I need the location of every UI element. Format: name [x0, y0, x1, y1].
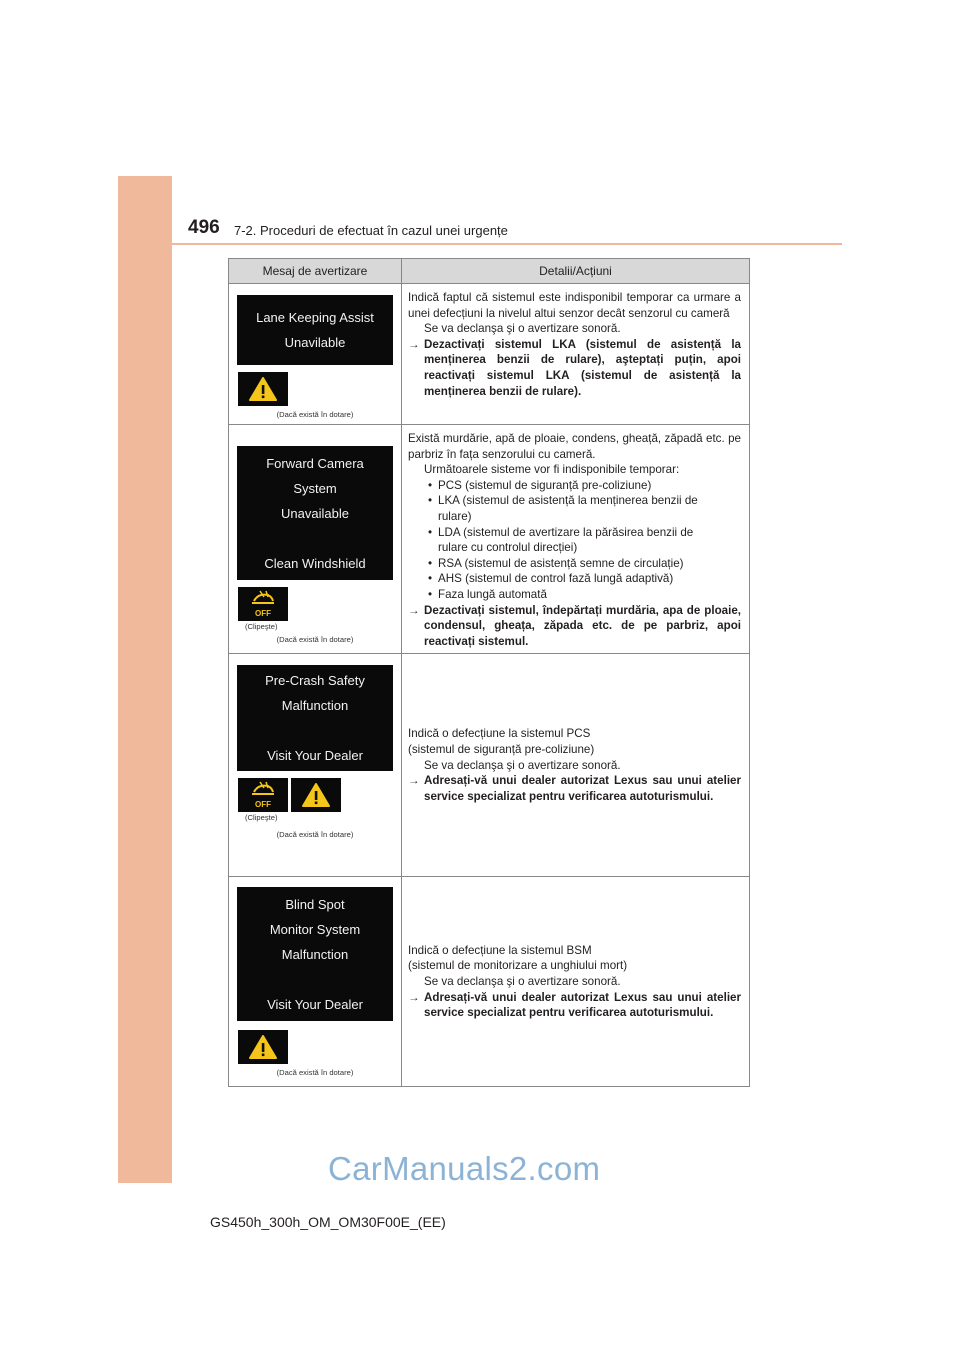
footer-code: GS450h_300h_OM_OM30F00E_(EE): [210, 1214, 446, 1230]
header-rule: [172, 243, 842, 245]
list-item-continued: rulare cu controlul direcției): [438, 541, 578, 555]
action-text: → Adresați-vă unui dealer autorizat Lexus sau unui atelier service specializat pentru verificarea autoturismului.: [408, 990, 741, 1020]
table-row: [229, 425, 750, 654]
arrow-right-icon: →: [408, 990, 420, 1004]
warning-triangle-icon: [238, 1030, 288, 1064]
list-item: • LKA (sistemul de asistență la menținerea benzii de: [428, 494, 698, 508]
equipment-note: (Dacă există în dotare): [276, 635, 354, 644]
list-item: • RSA (sistemul de asistență semne de circulație): [428, 556, 684, 570]
column-header-details: Detalii/Acțiuni: [402, 259, 750, 284]
list-item: • AHS (sistemul de control fază lungă adaptivă): [428, 572, 674, 586]
watermark: CarManuals2.com: [328, 1150, 601, 1187]
equipment-note: (Dacă există în dotare): [276, 410, 354, 419]
pcs-off-icon: [238, 587, 288, 621]
table-row: [229, 284, 750, 425]
warning-message-display: Lane Keeping Assist Unavilable: [237, 295, 393, 365]
table-row: [229, 877, 750, 1087]
sound-note: Se va declanşa şi o avertizare sonoră.: [424, 758, 621, 772]
list-item: • LDA (sistemul de avertizare la părăsirea benzii de: [428, 525, 694, 539]
svg-text:OFF: OFF: [255, 800, 271, 810]
warning-triangle-icon: [238, 372, 288, 406]
equipment-note: (Dacă există în dotare): [276, 1068, 354, 1078]
description-text: Indică o defecțiune la sistemul PCS: [408, 727, 591, 741]
list-item-continued: rulare): [438, 509, 472, 523]
action-text: → Adresați-vă unui dealer autorizat Lexus sau unui atelier service specializat pentru verificarea autoturismului.: [408, 774, 741, 803]
systems-intro: Următoarele sisteme vor fi indisponibile temporar:: [424, 463, 680, 477]
section-title: 7-2. Proceduri de efectuat în cazul unei urgențe: [234, 223, 508, 238]
action-text: → Dezactivați sistemul LKA (sistemul de asistență la menținerea benzii de rulare), aşteptați puțin, apoi reactivați sistemul LKA (sistemul de asistență la menținerea benzii de rulare).: [408, 337, 741, 398]
blink-caption: (Clipeşte): [245, 813, 278, 823]
description-text-2: (sistemul de monitorizare a unghiului mort): [408, 959, 628, 973]
arrow-right-icon: →: [408, 603, 420, 617]
warning-triangle-icon: [291, 778, 341, 812]
page-number: 496: [188, 217, 220, 238]
description-text-2: (sistemul de siguranță pre-coliziune): [408, 742, 595, 756]
action-text: → Dezactivați sistemul, îndepărtați murdăria, apa de ploaie, condensul, gheața, zăpada etc. de pe parbriz, apoi reactivați sistemul.: [408, 603, 741, 648]
chapter-tab: [118, 176, 172, 1183]
equipment-note: (Dacă există în dotare): [276, 830, 354, 840]
svg-text:OFF: OFF: [255, 609, 271, 618]
warning-message-display: Blind Spot Monitor System Malfunction Visit Your Dealer: [237, 887, 393, 1021]
blink-caption: (Clipeşte): [245, 622, 278, 631]
warning-message-display: Pre-Crash Safety Malfunction Visit Your Dealer: [237, 665, 393, 771]
sound-note: Se va declanşa şi o avertizare sonoră.: [424, 975, 621, 989]
description-text: Indică o defecțiune la sistemul BSM: [408, 943, 592, 957]
sound-note: Se va declanşa şi o avertizare sonoră.: [424, 322, 621, 336]
pcs-off-icon: [238, 778, 288, 812]
affected-systems-list: [408, 478, 741, 603]
list-item: • Faza lungă automată: [428, 587, 547, 601]
warning-message-display: Forward Camera System Unavailable Clean Windshield: [237, 446, 393, 580]
column-header-message: Mesaj de avertizare: [229, 259, 402, 284]
arrow-right-icon: →: [408, 774, 420, 788]
arrow-right-icon: →: [408, 337, 420, 351]
table-row: [229, 654, 750, 877]
description-text: Există murdărie, apă de ploaie, condens, gheață, zăpadă etc. pe parbriz în fața senzorului cu cameră.: [408, 432, 741, 461]
list-item: • PCS (sistemul de siguranță pre-coliziune): [428, 478, 652, 492]
warning-table: [228, 258, 750, 1087]
description-text: Indică faptul că sistemul este indisponibil temporar ca urmare a unei defecțiuni la nivelul altui senzor decât senzorul cu cameră: [408, 291, 741, 320]
